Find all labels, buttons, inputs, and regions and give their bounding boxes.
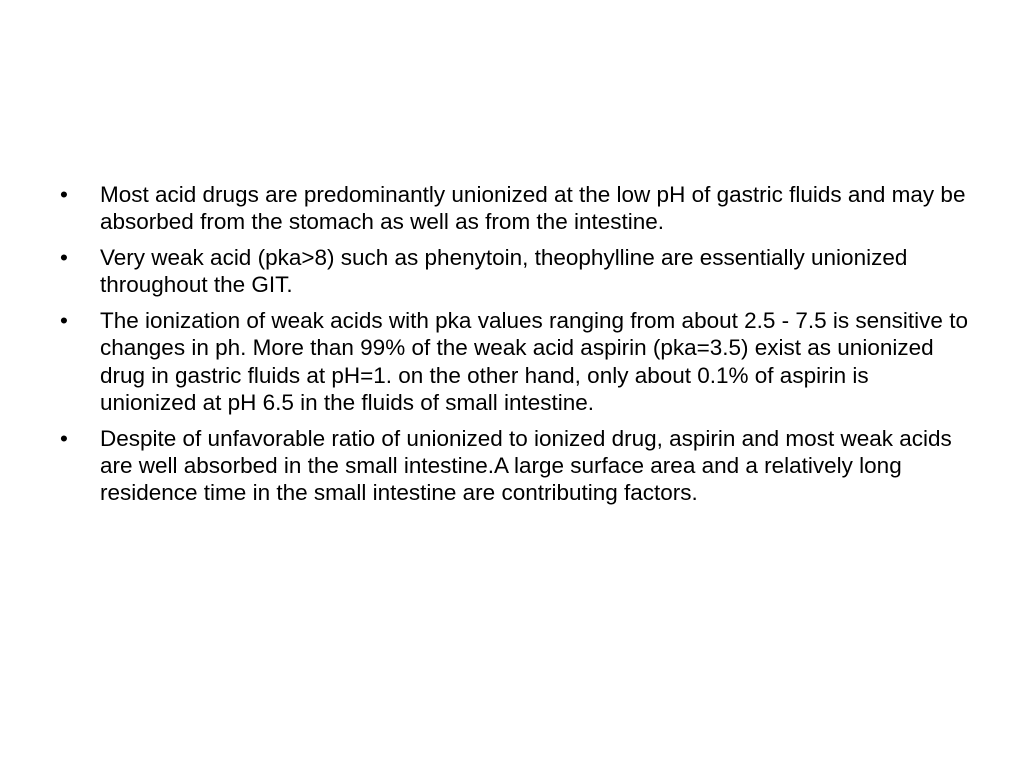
bullet-text-4: Despite of unfavorable ratio of unionized to ionized drug, aspirin and most weak acids are well absorbed in the small intestine.A large surface area and a relatively long residence time in the small intestine are contributing factors. [100,425,952,506]
bullet-item-4 [60,425,970,507]
bullet-text-3: The ionization of weak acids with pka values ranging from about 2.5 - 7.5 is sensitive to changes in ph. More than 99% of the weak acid aspirin (pka=3.5) exist as unionized drug in gastric fluids at pH=1. on the other hand, only about 0.1% of aspirin is unionized at pH 6.5 in the fluids of small intestine. [100,308,968,416]
bullet-text-1: Most acid drugs are predominantly unionized at the low pH of gastric fluids and may be absorbed from the stomach as well as from the intestine. [100,182,966,235]
bullet-item-1 [60,181,970,236]
bullet-item-2 [60,244,970,299]
bullet-list [60,181,970,515]
bullet-icon: • [60,425,68,451]
bullet-icon: • [60,182,68,207]
bullet-icon: • [60,308,68,334]
bullet-text-2: Very weak acid (pka>8) such as phenytoin, theophylline are essentially unionized throughout the GIT. [100,245,908,298]
bullet-icon: • [60,245,68,271]
bullet-item-3 [60,307,970,416]
